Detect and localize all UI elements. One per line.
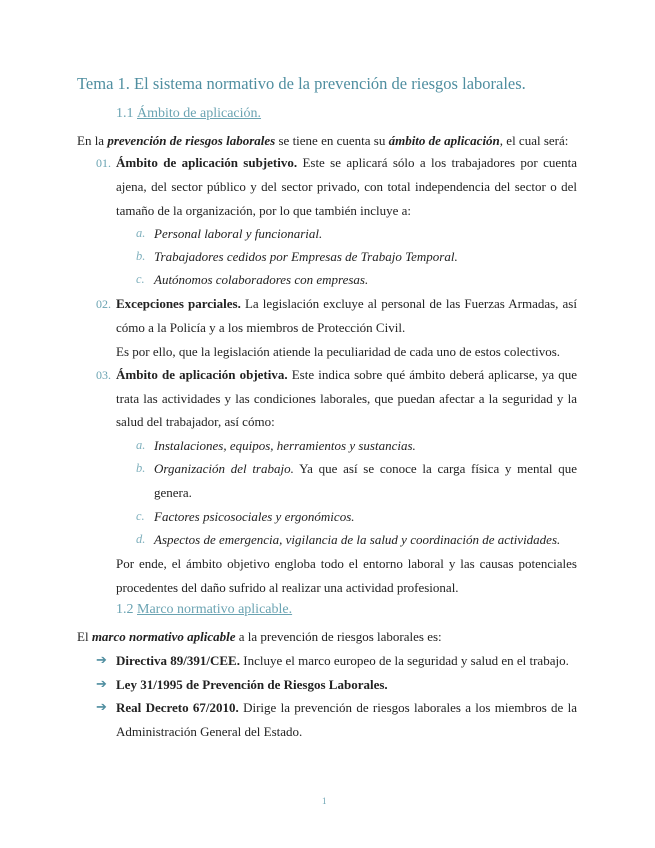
item-heading: Ley 31/1995 de Prevención de Riesgos Laborales. [116,677,388,692]
list-item-text: ajena, del sector público y del sector privado, con total independencia del sector o del [116,179,577,194]
bullet-item [116,653,569,669]
text: , el cual será: [499,133,569,148]
text: a la prevención de riesgos laborales es: [235,629,442,644]
text: Este indica sobre qué ámbito deberá aplicarse, ya que [287,367,577,382]
intro-paragraph [77,133,568,149]
list-item-text [116,296,577,312]
text: se tiene en cuenta su [275,133,389,148]
text: En la [77,133,108,148]
sub-item: Aspectos de emergencia, vigilancia de la salud y coordinación de actividades. [154,532,561,547]
bullet-item [116,700,577,716]
sub-letter: c. [136,272,145,286]
list-item-text: salud del trabajador, así cómo: [116,414,275,429]
bullet-item-continuation: Administración General del Estado. [116,724,303,739]
page-title: Tema 1. El sistema normativo de la prevención de riesgos laborales. [77,74,526,93]
arrow-bullet-icon: ➔ [96,699,107,714]
item-heading: Real Decreto 67/2010. [116,700,239,715]
intro-paragraph [77,629,442,645]
list-item-text [116,155,577,171]
emphasis: marco normativo aplicable [91,629,236,644]
list-item-text: cómo a la Policía y a los miembros de Protección Civil. [116,320,406,335]
closing-paragraph: procedentes del daño sufrido al realizar una actividad profesional. [116,580,459,595]
sub-letter: b. [136,249,146,263]
emphasis: ámbito de aplicación [388,133,500,148]
sub-item-continuation: genera. [154,485,192,500]
sub-item: Trabajadores cedidos por Empresas de Trabajo Temporal. [154,249,458,264]
text: La legislación excluye al personal de las Fuerzas Armadas, así [240,296,577,311]
sub-item: Autónomos colaboradores con empresas. [154,272,369,287]
page-number: 1 [322,796,327,806]
emphasis: prevención de riesgos laborales [107,133,276,148]
section-number: 1.2 [116,602,134,617]
section-title: Ámbito de aplicación. [137,106,262,121]
arrow-bullet-icon: ➔ [96,652,107,667]
sub-letter: d. [136,532,146,546]
item-heading: Excepciones parciales. [116,296,241,311]
closing-paragraph: Por ende, el ámbito objetivo engloba todo el entorno laboral y las causas potenciales [116,556,577,571]
list-item-text: tamaño de la organización, por lo que también incluye a: [116,203,412,218]
text: El [77,629,92,644]
text: Este se aplicará sólo a los trabajadores por cuenta [297,155,577,170]
section-heading-1-2 [116,602,292,618]
item-heading: Ámbito de aplicación objetiva. [116,367,288,382]
text: Dirige la prevención de riesgos laborales a los miembros de la [238,700,578,715]
sub-letter: a. [136,226,146,240]
item-heading: Directiva 89/391/CEE. [116,653,240,668]
arrow-bullet-icon: ➔ [96,676,107,691]
list-item-text [116,367,577,383]
sub-item: Instalaciones, equipos, herramientos y sustancias. [154,438,416,453]
section-heading-1-1 [116,106,261,122]
sub-item: Personal laboral y funcionarial. [154,226,323,241]
sub-item-emphasis: Organización del trabajo. [154,461,294,476]
text: Incluye el marco europeo de la seguridad y salud en el trabajo. [239,653,569,668]
list-item-text: Es por ello, que la legislación atiende la peculiaridad de cada uno de estos colectivos. [116,344,561,359]
list-number: 01. [96,156,111,170]
sub-letter: b. [136,461,146,475]
sub-letter: c. [136,509,145,523]
sub-item [154,461,577,477]
section-title: Marco normativo aplicable. [137,602,293,617]
list-number: 02. [96,297,111,311]
sub-item: Factores psicosociales y ergonómicos. [154,509,355,524]
text: Ya que así se conoce la carga física y mental que [293,461,577,476]
list-item-text: trata las actividades y las condiciones laborales, que puedan afectar a la seguridad y la [116,391,577,406]
section-number: 1.1 [116,106,134,121]
item-heading: Ámbito de aplicación subjetivo. [116,155,298,170]
bullet-item [116,677,388,693]
sub-letter: a. [136,438,146,452]
list-number: 03. [96,368,111,382]
